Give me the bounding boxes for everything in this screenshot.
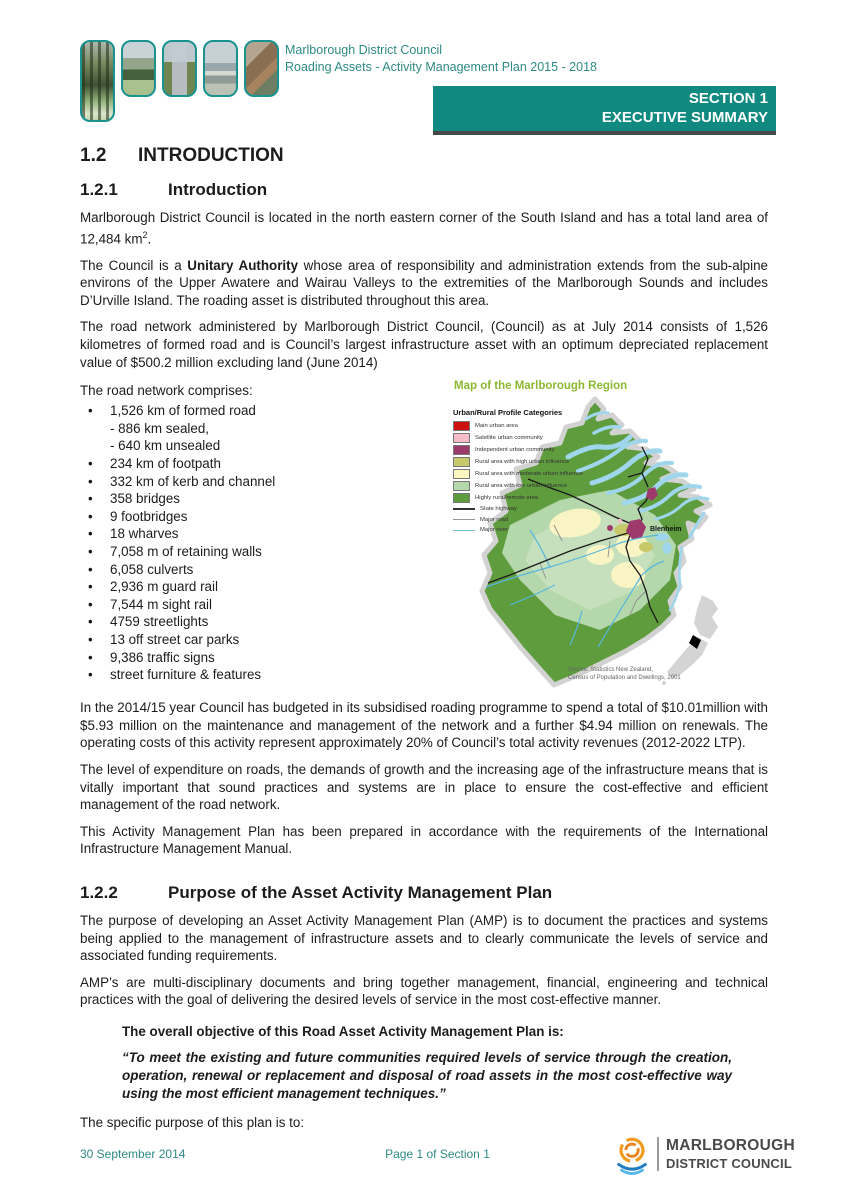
page-content bbox=[80, 145, 768, 1140]
heading-number: 1.2.1 bbox=[80, 180, 118, 199]
heading-number: 1.2.2 bbox=[80, 882, 118, 902]
marlborough-region-map bbox=[450, 395, 762, 688]
council-swirl-icon bbox=[613, 1133, 651, 1175]
paragraph-location: Marlborough District Council is located in the north eastern corner of the South Island and has a total land area of 12,484 $km^2$. bbox=[80, 210, 768, 247]
road-network-item: • 2,936 m guard rail bbox=[80, 578, 444, 596]
paragraph-purpose: The purpose of developing an Asset Activity Management Plan (AMP) is to document the practices and systems being applied to the management of infrastructure assets and to clearly communicate the levels of service and associated funding requirements. bbox=[80, 912, 768, 964]
paragraph-expenditure: The level of expenditure on roads, the demands of growth and the increasing age of the infrastructure means that is vitally important that sound practices and systems are in place to ensure the cost-effective and efficient management of the road network. bbox=[80, 762, 768, 813]
road-network-item: • 4759 streetlights bbox=[80, 613, 444, 631]
logo-text bbox=[666, 1138, 795, 1170]
city-label: Blenheim bbox=[650, 526, 682, 534]
legend-title: Urban/Rural Profile Categories bbox=[453, 408, 563, 418]
legend-item: Major river bbox=[453, 526, 613, 534]
legend-item: Rural area with moderate urban influence bbox=[453, 469, 613, 479]
objective-statement: The overall objective of this Road Asset Activity Management Plan is: bbox=[122, 1023, 564, 1039]
legend-item: Rural area with low urban influence bbox=[453, 481, 613, 491]
list-and-map-row bbox=[80, 380, 768, 688]
page-footer bbox=[80, 1128, 795, 1180]
paragraph-iimm: This Activity Management Plan has been prepared in accordance with the requirements of the International Infrastructure Management Manual. bbox=[80, 823, 768, 857]
paragraph-specific-purpose: The specific purpose of this plan is to: bbox=[80, 1114, 305, 1130]
logo-divider bbox=[657, 1137, 659, 1171]
road-network-item: • 9 footbridges bbox=[80, 508, 444, 526]
road-network-item: • 7,544 m sight rail bbox=[80, 596, 444, 614]
road-network-item: • 7,058 m of retaining walls bbox=[80, 543, 444, 561]
header-text bbox=[285, 42, 597, 76]
road-network-item: • 18 wharves bbox=[80, 525, 444, 543]
bold-unitary-authority: Unitary Authority bbox=[187, 257, 299, 273]
vineyard-photo bbox=[80, 40, 115, 122]
heading-title: Purpose of the Asset Activity Management Plan bbox=[168, 882, 553, 902]
road-network-item: • 13 off street car parks bbox=[80, 631, 444, 649]
section-banner-line2: EXECUTIVE SUMMARY bbox=[601, 109, 768, 126]
road-network-item: - 640 km unsealed bbox=[110, 438, 221, 454]
legend-item: Independent urban community bbox=[453, 445, 613, 455]
map-title: Map of the Marlborough Region bbox=[454, 380, 628, 393]
bridge-photo bbox=[203, 40, 238, 97]
map-legend bbox=[453, 408, 613, 537]
rural-road-photo bbox=[162, 40, 197, 97]
header-photo-strip bbox=[80, 40, 279, 122]
map-source-line2: Census of Population and Dwellings, 2001 bbox=[568, 675, 681, 682]
road-network-item: • 6,058 culverts bbox=[80, 561, 444, 579]
paragraph-budget: In the 2014/15 year Council has budgeted in its subsidised roading programme to spend a total of $10.01million with $5.93 million on the maintenance and management of the network and a further $4.94 million on renewals. The operating costs of this activity represent approximately 20% of Council’s total activity revenues (2012-2022 LTP). bbox=[80, 700, 768, 751]
logo-line1: MARLBOROUGH bbox=[665, 1137, 795, 1155]
section-banner-line1: SECTION 1 bbox=[688, 90, 768, 107]
objective-quote: “To meet the existing and future communities required levels of service through the creation, operation, renewal or replacement and disposal of road assets in the most cost-effective way using the most efficient management techniques.” bbox=[122, 1049, 732, 1102]
paragraph-amp: AMP’s are multi-disciplinary documents and bring together management, financial, engineering and technical practices with the goal of delivering the desired levels of service in the most cost-effective manner. bbox=[80, 974, 768, 1008]
heading-number: 1.2 bbox=[80, 145, 107, 166]
road-network-item: • 332 km of kerb and channel bbox=[80, 473, 444, 491]
council-logo bbox=[613, 1133, 795, 1175]
road-network-item: • 9,386 traffic signs bbox=[80, 649, 444, 667]
heading-1-2 bbox=[80, 145, 768, 167]
road-network-item: • 234 km of footpath bbox=[80, 455, 444, 473]
paragraph-road-network: The road network administered by Marlborough District Council, (Council) as at July 2014 consists of 1,526 kilometres of formed road and is Council’s largest infrastructure asset with an optimum depreciated replacement value of $500.2 million excluding land (June 2014) bbox=[80, 319, 768, 370]
legend-item: State highway bbox=[453, 505, 613, 513]
legend-item: Rural area with high urban influence bbox=[453, 457, 613, 467]
road-network-item: - 886 km sealed, bbox=[110, 420, 209, 436]
footer-page-number: Page 1 of Section 1 bbox=[385, 1147, 490, 1161]
road-network-item: • street furniture & features bbox=[80, 666, 444, 684]
paragraph-unitary-authority: The Council is a Unitary Authority whose area of responsibility and administration extends from the sub-alpine environs of the Upper Awatere and Wairau Valleys to the extremities of the Marlborough Sounds and includes D’Urville Island. The roading asset is distributed throughout this area. bbox=[80, 257, 768, 308]
legend-item: Major road bbox=[453, 516, 613, 524]
legend-item: Main urban area bbox=[453, 421, 613, 431]
superscript-2: 2 bbox=[142, 229, 148, 240]
roadside-photo bbox=[121, 40, 156, 97]
footer-date: 30 September 2014 bbox=[80, 1147, 186, 1161]
rockface-photo bbox=[244, 40, 279, 97]
road-network-item: • 358 bridges bbox=[80, 490, 444, 508]
logo-line2: DISTRICT COUNCIL bbox=[665, 1155, 792, 1171]
legend-item: Highly rural/remote area bbox=[453, 493, 613, 503]
heading-1-2-1 bbox=[80, 179, 768, 200]
comprises-label: The road network comprises: bbox=[80, 383, 253, 399]
heading-title: INTRODUCTION bbox=[138, 145, 284, 166]
legend-item: Satellite urban community bbox=[453, 433, 613, 443]
road-network-item: • 1,526 km of formed road bbox=[80, 402, 444, 420]
header-doc-line: Roading Assets - Activity Management Plan 2015 - 2018 bbox=[285, 60, 597, 74]
header-org-line: Marlborough District Council bbox=[285, 43, 443, 57]
section-banner bbox=[433, 86, 776, 135]
map-source-line1: Source: Statistics New Zealand, bbox=[568, 667, 654, 674]
road-network-list bbox=[80, 402, 444, 684]
road-network-column bbox=[80, 380, 450, 688]
heading-1-2-2 bbox=[80, 882, 768, 903]
heading-title: Introduction bbox=[168, 180, 268, 199]
map-column bbox=[450, 380, 768, 688]
